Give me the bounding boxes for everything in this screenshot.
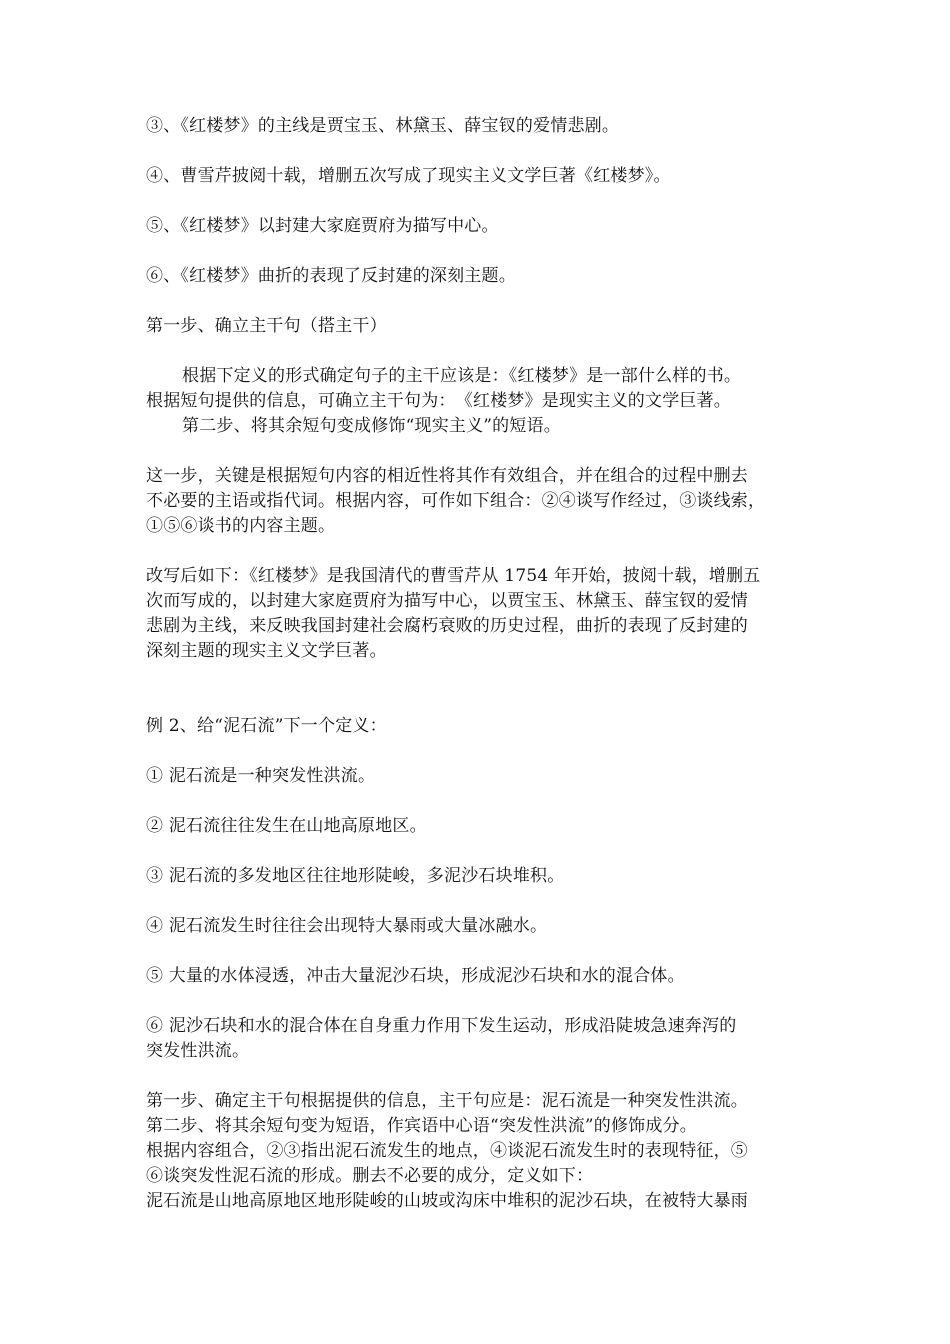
step2-body-line3: ①⑤⑥谈书的内容主题。	[146, 516, 336, 536]
solution-line3: 根据内容组合，②③指出泥石流发生的地点，④谈泥石流发生时的表现特征，⑤	[146, 1141, 748, 1161]
list-item-3: ③、《红楼梦》的主线是贾宝玉、林黛玉、薛宝钗的爱情悲剧。	[146, 116, 620, 136]
rewrite-line1: 改写后如下：《红楼梦》是我国清代的曹雪芹从 1754 年开始，披阅十载，增删五	[146, 566, 761, 586]
example2-item-3: ③ 泥石流的多发地区往往地形陡峻，多泥沙石块堆积。	[146, 866, 565, 886]
solution-line1: 第一步、确定主干句根据提供的信息，主干句应是：泥石流是一种突发性洪流。	[146, 1091, 748, 1111]
list-item-6: ⑥、《红楼梦》曲折的表现了反封建的深刻主题。	[146, 266, 516, 286]
example2-item-6-line1: ⑥ 泥沙石块和水的混合体在自身重力作用下发生运动，形成沿陡坡急速奔泻的	[146, 1016, 737, 1036]
example2-item-2: ② 泥石流往往发生在山地高原地区。	[146, 816, 427, 836]
step1-body-line2: 根据短句提供的信息，可确立主干句为： 《红楼梦》是现实主义的文学巨著。	[146, 391, 731, 411]
solution-line5: 泥石流是山地高原地区地形陡峻的山坡或沟床中堆积的泥沙石块，在被特大暴雨	[146, 1191, 748, 1211]
rewrite-line2: 次而写成的，以封建大家庭贾府为描写中心，以贾宝玉、林黛玉、薛宝钗的爱情	[146, 591, 748, 611]
list-item-4: ④、曹雪芹披阅十载，增删五次写成了现实主义文学巨著《红楼梦》。	[146, 166, 671, 186]
example2-item-4: ④ 泥石流发生时往往会出现特大暴雨或大量冰融水。	[146, 916, 548, 936]
step1-title: 第一步、确立主干句（搭主干）	[146, 316, 387, 336]
step2-body-line2: 不必要的主语或指代词。根据内容，可作如下组合：②④谈写作经过，③谈线索，	[146, 491, 766, 511]
example2-item-5: ⑤ 大量的水体浸透，冲击大量泥沙石块，形成泥沙石块和水的混合体。	[146, 966, 685, 986]
step2-body-line1: 这一步，关键是根据短句内容的相近性将其作有效组合，并在组合的过程中删去	[146, 466, 748, 486]
example2-title: 例 2、给“泥石流”下一个定义：	[146, 716, 387, 736]
example2-item-1: ① 泥石流是一种突发性洪流。	[146, 766, 376, 786]
example2-item-6-line2: 突发性洪流。	[146, 1041, 250, 1061]
solution-line4: ⑥谈突发性泥石流的形成。删去不必要的成分，定义如下：	[146, 1166, 594, 1186]
solution-line2: 第二步、将其余短句变为短语，作宾语中心语“突发性洪流”的修饰成分。	[146, 1116, 697, 1136]
rewrite-line4: 深刻主题的现实主义文学巨著。	[146, 641, 387, 661]
list-item-5: ⑤、《红楼梦》以封建大家庭贾府为描写中心。	[146, 216, 499, 236]
rewrite-line3: 悲剧为主线，来反映我国封建社会腐朽衰败的历史过程，曲折的表现了反封建的	[146, 616, 748, 636]
step1-body-line1: 根据下定义的形式确定句子的主干应该是：《红楼梦》是一部什么样的书。	[182, 366, 742, 386]
step2-title: 第二步、将其余短句变成修饰“现实主义”的短语。	[182, 416, 561, 436]
